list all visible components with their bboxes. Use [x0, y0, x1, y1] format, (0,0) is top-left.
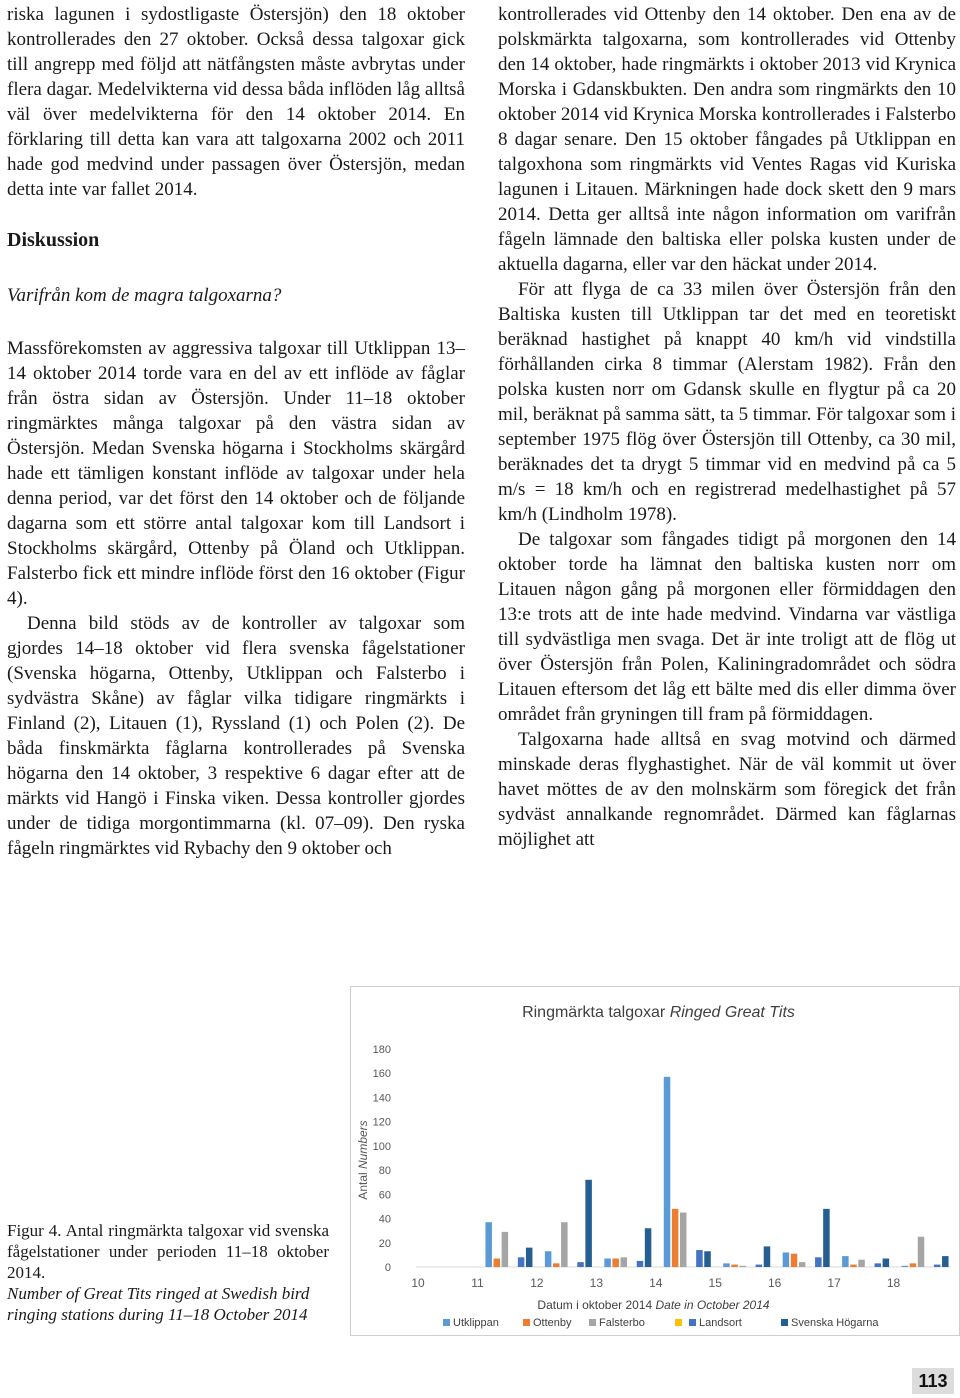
x-tick-label: 10 — [411, 1276, 425, 1290]
bar-svenska-högarna — [704, 1251, 711, 1267]
bar-ottenby — [791, 1254, 798, 1267]
x-tick-label: 14 — [649, 1276, 663, 1290]
legend-label: Utklippan — [453, 1317, 499, 1329]
bar-svenska-högarna — [942, 1256, 949, 1267]
x-tick-label: 18 — [886, 1276, 901, 1290]
y-tick-label: 120 — [372, 1116, 391, 1129]
legend-swatch — [443, 1319, 450, 1326]
y-tick-label: 20 — [378, 1237, 391, 1250]
bar-landsort — [637, 1261, 644, 1267]
paragraph: För att flyga de ca 33 milen över Östersjön från den Baltiska kusten till Utklippan tar det med en teoretiskt beräknad hastighet på knappt 40 km/h vid vindstilla förhållanden cirka 8 timmar (Alerstam 1982). Från den polska kusten norr om Gdansk skulle en flygtur på ca 20 mil, beräknat på samma sätt, ta 5 timmar. För talgoxar som i september 1975 flög över Östersjön till Ottenby, ca 30 mil, beräknades det ta drygt 5 timmar vid en medvind på ca 5 m/s = 18 km/h och en registrerad medelhastighet på 57 km/h (Lindholm 1978). — [498, 279, 957, 525]
legend-swatch — [523, 1319, 530, 1326]
bar-utklippan — [783, 1252, 790, 1267]
bar-falsterbo — [739, 1266, 746, 1267]
legend-swatch — [675, 1319, 682, 1326]
paragraph: Denna bild stöds av de kontroller av talgoxar som gjordes 14–18 oktober vid flera svenska fågelstationer (Svenska högarna, Ottenby, Utklippan och Falsterbo i sydvästra Skåne) av fåglar vilka tidigare ringmärkts i Finland (2), Litauen (1), Ryssland (1) och Polen (2). De båda finskmärkta fåglarna kontrollerades på Svenska högarna den 14 oktober, 3 respektive 6 dagar efter att de märkts vid Hangö i Finska viken. Dessa kontroller gjordes under de tidiga morgontimmarna (kl. 07–09). Den ryska fågeln ringmärktes vid Rybachy den 9 oktober och — [7, 613, 465, 859]
bar-utklippan — [664, 1077, 671, 1267]
x-tick-label: 17 — [827, 1276, 841, 1290]
y-tick-label: 0 — [384, 1262, 391, 1274]
figure-caption — [7, 1220, 329, 1325]
x-tick-label: 12 — [530, 1276, 544, 1290]
bar-falsterbo — [918, 1237, 925, 1267]
bar-ottenby — [494, 1259, 501, 1267]
chart-title-en: Ringed Great Tits — [669, 1004, 795, 1021]
legend-label: Landsort — [699, 1317, 742, 1329]
legend-swatch — [589, 1319, 596, 1326]
bar-svenska-högarna — [823, 1209, 830, 1267]
bar-falsterbo — [561, 1222, 568, 1267]
bar-utklippan — [723, 1263, 730, 1267]
bar-ottenby — [910, 1263, 917, 1267]
chart-title-sv: Ringmärkta talgoxar — [522, 1004, 670, 1021]
bar-chart — [351, 987, 959, 1335]
bar-svenska-högarna — [585, 1180, 592, 1267]
y-axis-label-en: Numbers — [356, 1120, 370, 1169]
x-axis-label — [537, 1298, 769, 1312]
y-tick-label: 160 — [372, 1068, 391, 1081]
bar-ottenby — [553, 1263, 560, 1267]
bar-utklippan — [842, 1256, 849, 1267]
bar-falsterbo — [621, 1257, 628, 1267]
bar-falsterbo — [680, 1213, 687, 1268]
bar-landsort — [577, 1262, 584, 1267]
x-tick-label: 13 — [589, 1276, 604, 1290]
bar-falsterbo — [502, 1232, 509, 1267]
chart-title — [522, 1004, 795, 1021]
x-axis-label-en: Date in October 2014 — [655, 1298, 770, 1312]
legend-label: Falsterbo — [599, 1317, 645, 1329]
bar-ottenby — [612, 1259, 619, 1267]
paragraph: kontrollerades vid Ottenby den 14 oktober. Den ena av de polskmärkta talgoxarna, som kontrollerades vid Ottenby den 14 oktober, hade ringmärkts i oktober 2013 vid Krynica Morska i Gdanskbukten. Den andra som ringmärkts den 10 oktober 2014 vid Krynica Morska kontrollerades i Falsterbo 8 dagar senare. Den 15 oktober fångades på Utklippan en talgoxhona som ringmärkts vid Ventes Ragas vid Kuriska lagunen i Litauen. Märkningen hade dock skett den 9 mars 2014. Detta ger alltså inte någon information om varifrån fågeln lämnade den baltiska eller polska kusten under de aktuella dagarna, eller var den häckat under 2014. — [498, 4, 956, 275]
paragraph: Massförekomsten av aggressiva talgoxar till Utklippan 13–14 oktober 2014 torde vara en del av ett inflöde av fåglar från östra sidan av Östersjön. Under 11–18 oktober ringmärktes många talgoxar på den västra sidan av Östersjön. Medan Svenska högarna i Stockholms skärgård hade ett tämligen konstant inflöde av talgoxar under hela denna period, var det först den 14 oktober och de följande dagarna som ett större antal talgoxar kom till Landsort i Stockholms skärgård, Ottenby på Öland och Utklippan. Falsterbo fick ett mindre inflöde först den 16 oktober (Figur 4). — [7, 338, 465, 609]
bar-landsort — [875, 1263, 882, 1267]
bar-svenska-högarna — [645, 1228, 652, 1267]
left-column — [7, 2, 465, 861]
right-column — [498, 2, 956, 852]
bar-landsort — [756, 1265, 763, 1267]
legend-swatch — [781, 1319, 788, 1326]
subsection-heading: Varifrån kom de magra talgoxarna? — [7, 285, 282, 306]
y-axis-label-sv: Antal — [356, 1169, 370, 1200]
bar-utklippan — [485, 1222, 492, 1267]
bar-utklippan — [902, 1266, 909, 1267]
x-tick-label: 16 — [767, 1276, 782, 1290]
x-axis-label-sv: Datum i oktober 2014 — [537, 1298, 656, 1312]
bar-utklippan — [545, 1251, 552, 1267]
bar-landsort — [934, 1265, 941, 1267]
y-tick-label: 40 — [378, 1213, 391, 1226]
paragraph: Talgoxarna hade alltså en svag motvind och därmed minskade deras flyghastighet. När de väl kommit ut över havet möttes de av den molnskärm som föregick det från sydväst annalkande regnområdet. Därmed kan fåglarnas möjlighet att — [498, 729, 956, 850]
y-axis-label — [356, 1120, 370, 1199]
section-heading: Diskussion — [7, 229, 100, 251]
caption-english: Number of Great Tits ringed at Swedish bird ringing stations during 11–18 October 2014 — [7, 1284, 310, 1324]
bar-landsort — [696, 1250, 703, 1267]
y-tick-label: 80 — [378, 1165, 391, 1178]
bar-svenska-högarna — [764, 1246, 771, 1267]
y-tick-label: 180 — [372, 1044, 391, 1056]
bar-svenska-högarna — [883, 1259, 890, 1267]
legend-label: Ottenby — [533, 1317, 572, 1329]
x-tick-label: 11 — [471, 1276, 484, 1290]
bar-falsterbo — [799, 1262, 806, 1267]
x-tick-label: 15 — [708, 1276, 722, 1290]
page-number: 113 — [912, 1368, 954, 1394]
bar-ottenby — [731, 1265, 738, 1267]
bar-landsort — [518, 1257, 525, 1267]
y-tick-label: 100 — [372, 1140, 391, 1153]
figure-4-chart — [350, 986, 960, 1336]
bar-utklippan — [604, 1259, 611, 1267]
bar-landsort — [815, 1257, 822, 1267]
legend-swatch — [689, 1319, 696, 1326]
bar-svenska-högarna — [526, 1248, 533, 1267]
legend-label: Svenska Högarna — [791, 1317, 879, 1329]
bar-ottenby — [672, 1209, 679, 1267]
y-tick-label: 140 — [372, 1092, 391, 1105]
bar-falsterbo — [858, 1260, 865, 1267]
paragraph: De talgoxar som fångades tidigt på morgonen den 14 oktober torde ha lämnat den baltiska kusten norr om Litauen någon gång på morgonen eller förmiddagen den 13:e trots att de inte hade medvind. Vindarna var västliga till sydvästliga men svaga. Det är inte troligt att de flög ut över Östersjön från Polen, Kaliningradområdet och södra Litauen eftersom det låg ett bälte med dis eller dimma över området från gryningen till fram på förmiddagen. — [498, 529, 956, 725]
y-tick-label: 60 — [378, 1189, 391, 1202]
paragraph: riska lagunen i sydostligaste Östersjön) den 18 oktober kontrollerades den 27 oktober. Också dessa talgoxar gick till angrepp med följd att nätfångsten måste avbrytas under flera dagar. Medelvikterna vid dessa båda inflöden låg alltså väl över medelvikterna för den 14 oktober 2014. En förklaring till detta kan vara att talgoxarna 2002 och 2011 hade god medvind under passagen över Östersjön, medan detta inte var fallet 2014. — [7, 4, 465, 200]
caption-swedish: Figur 4. Antal ringmärkta talgoxar vid svenska fågelstationer under perioden 11–18 oktober 2014. — [7, 1221, 329, 1282]
bar-ottenby — [850, 1265, 857, 1267]
